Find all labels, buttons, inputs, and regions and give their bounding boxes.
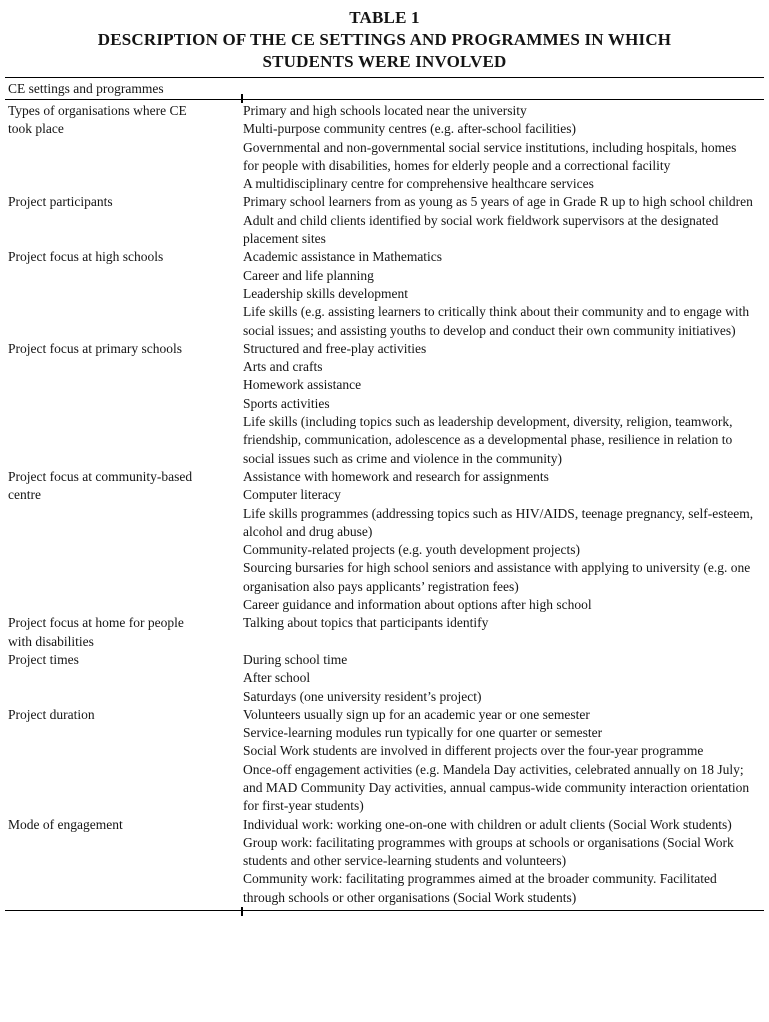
row-item: Life skills programmes (addressing topics such as HIV/AIDS, teenage pregnancy, self-esteem, alcohol and drug abuse)	[243, 505, 754, 539]
row-label: Mode of engagement	[8, 816, 123, 832]
row-item: Multi-purpose community centres (e.g. after-school facilities)	[243, 121, 576, 137]
row-item: Primary and high schools located near the university	[243, 103, 527, 118]
row-label: Project focus at home for people with disabilities	[8, 615, 184, 649]
row-item: Academic assistance in Mathematics	[243, 249, 443, 265]
row-item: Arts and crafts	[243, 359, 323, 375]
table-caption-line-2: STUDENTS WERE INVOLVED	[262, 52, 507, 71]
row-label: Project focus at community-based centre	[8, 468, 193, 503]
row-item: Individual work: working one-on-one with children or adult clients (Social Work students)	[243, 816, 732, 832]
row-item: A multidisciplinary centre for comprehensive healthcare services	[243, 176, 594, 192]
row-item: Adult and child clients identified by social work fieldwork supervisors at the designated placement sites	[243, 212, 719, 247]
row-item: Primary school learners from as young as 5 years of age in Grade R up to high school children	[243, 194, 753, 210]
row-item: Community work: facilitating programmes aimed at the broader community. Facilitated through schools or other organisations (Social Work students)	[243, 871, 717, 905]
table-row-project-times	[5, 651, 764, 706]
row-item: Saturdays (one university resident’s project)	[243, 688, 482, 704]
row-item: Sports activities	[243, 395, 330, 411]
table-header-cell: CE settings and programmes	[8, 81, 164, 96]
row-item: Life skills (e.g. assisting learners to critically think about their community and to engage with social issues; and assisting youths to develop and conduct their own community initiatives)	[243, 304, 750, 338]
row-item: Assistance with homework and research for assignments	[243, 468, 549, 484]
table-number: TABLE 1	[349, 8, 420, 27]
row-item: Governmental and non-governmental social service institutions, including hospitals, homes for people with disabilities, homes for elderly people and a correctional facility	[243, 139, 737, 173]
row-items	[243, 248, 763, 339]
table-row-focus-community-centre	[5, 468, 764, 614]
row-items	[243, 468, 763, 614]
row-items	[243, 340, 763, 468]
row-items	[243, 706, 763, 816]
table-row-project-duration	[5, 706, 764, 816]
column-divider-stub-bottom	[241, 907, 243, 916]
row-item: Group work: facilitating programmes with groups at schools or organisations (Social Work students and other service-learning students and volunteers)	[243, 834, 734, 869]
row-item: During school time	[243, 651, 348, 667]
table-row-focus-high-schools	[5, 248, 764, 339]
table-row-focus-primary-schools	[5, 340, 764, 468]
row-item: Structured and free-play activities	[243, 340, 427, 356]
column-divider-stub-top	[241, 94, 243, 103]
row-item: Social Work students are involved in different projects over the four-year programme	[243, 743, 704, 759]
row-label: Project focus at primary schools	[8, 340, 182, 356]
row-item: Volunteers usually sign up for an academic year or one semester	[243, 706, 590, 722]
row-item: Computer literacy	[243, 487, 341, 503]
row-items	[243, 102, 763, 193]
ce-settings-table	[5, 77, 764, 911]
table-row-mode-of-engagement	[5, 816, 764, 907]
table-caption-line-1: DESCRIPTION OF THE CE SETTINGS AND PROGRAMMES IN WHICH	[97, 30, 672, 49]
row-item: Community-related projects (e.g. youth development projects)	[243, 542, 581, 558]
row-item: Once-off engagement activities (e.g. Mandela Day activities, celebrated annually on 18 July; and MAD Community Day activities, annual campus-wide community interaction orientation for first-year students)	[243, 761, 750, 814]
table-row-focus-home-disabilities	[5, 614, 764, 651]
row-items	[243, 651, 763, 706]
row-items	[243, 816, 763, 907]
table-row-organisation-types	[5, 102, 764, 193]
row-item: Life skills (including topics such as leadership development, diversity, religion, teamwork, friendship, communication, adolescence as a developmental phase, resilience in relation to social issues such as crime and violence in the community)	[243, 414, 733, 466]
row-item: Career guidance and information about options after high school	[243, 597, 592, 613]
row-label: Project times	[8, 651, 79, 667]
row-item: Career and life planning	[243, 267, 374, 283]
row-item: Talking about topics that participants identify	[243, 615, 489, 631]
table-row-project-participants	[5, 193, 764, 248]
row-item: Leadership skills development	[243, 285, 408, 301]
row-item: Service-learning modules run typically for one quarter or semester	[243, 725, 603, 741]
table-title-block	[0, 0, 769, 73]
row-items	[243, 614, 763, 632]
row-label: Project duration	[8, 706, 95, 722]
row-item: After school	[243, 670, 311, 686]
row-item: Sourcing bursaries for high school seniors and assistance with applying to university (e.g. one organisation also pays applicants’ registration fees)	[243, 560, 751, 594]
row-label: Project focus at high schools	[8, 249, 164, 265]
table-header-row	[5, 77, 764, 100]
row-items	[243, 193, 763, 248]
row-item: Homework assistance	[243, 377, 362, 393]
row-label: Project participants	[8, 194, 113, 210]
table-body	[5, 100, 764, 910]
row-label: Types of organisations where CE took place	[8, 103, 187, 137]
